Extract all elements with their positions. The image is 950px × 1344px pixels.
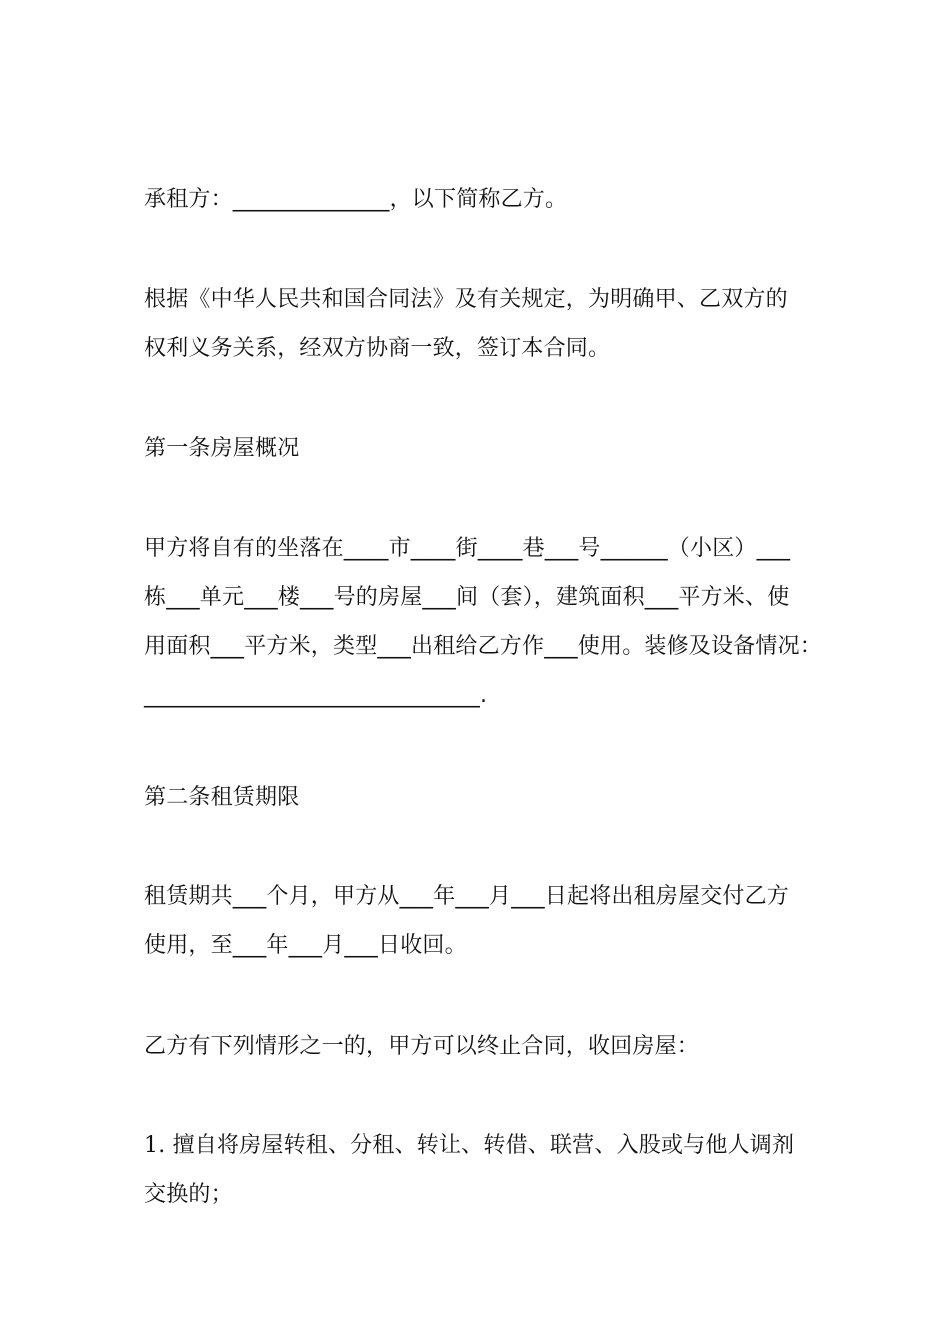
lessee-paragraph	[144, 175, 814, 224]
list-item-1-text: 擅自将房屋转租、分租、转让、转借、联营、入股或与他人调剂	[165, 1133, 795, 1158]
list-item-1-line-1	[144, 1121, 814, 1170]
article-1-title-text: 第一条房屋概况	[144, 436, 300, 461]
list-item-1	[144, 1121, 814, 1219]
article-2-line-1: 租赁期共___个月，甲方从___年___月___日起将出租房屋交付乙方	[144, 884, 790, 909]
article-1-paragraph	[144, 524, 823, 720]
article-2-title	[144, 773, 814, 822]
article-1-line-3: 用面积___平方米，类型___出租给乙方作___使用。装修及设备情况：	[144, 634, 823, 659]
basis-line-1: 根据《中华人民共和国合同法》及有关规定，为明确甲、乙双方的	[144, 287, 788, 312]
termination-intro-text: 乙方有下列情形之一的，甲方可以终止合同，收回房屋：	[144, 1034, 700, 1059]
article-1-line-4: ______________________________.	[144, 683, 488, 708]
article-2-line-2: 使用，至___年___月___日收回。	[144, 933, 467, 958]
article-1-line-2: 栋___单元___楼___号的房屋___间（套），建筑面积___平方米、使	[144, 585, 790, 610]
article-2-paragraph	[144, 872, 814, 970]
basis-paragraph	[144, 275, 814, 373]
article-1-line-1: 甲方将自有的坐落在____市____街____巷___号______（小区）___	[144, 536, 791, 561]
article-2-title-text: 第二条租赁期限	[144, 785, 300, 810]
lessee-line: 承租方：______________，以下简称乙方。	[144, 187, 568, 212]
list-item-1-number: 1.	[144, 1133, 166, 1158]
basis-line-2: 权利义务关系，经双方协商一致，签订本合同。	[144, 336, 611, 361]
termination-intro	[144, 1022, 814, 1071]
list-item-1-line-2: 交换的；	[144, 1182, 233, 1207]
article-1-title	[144, 424, 814, 473]
